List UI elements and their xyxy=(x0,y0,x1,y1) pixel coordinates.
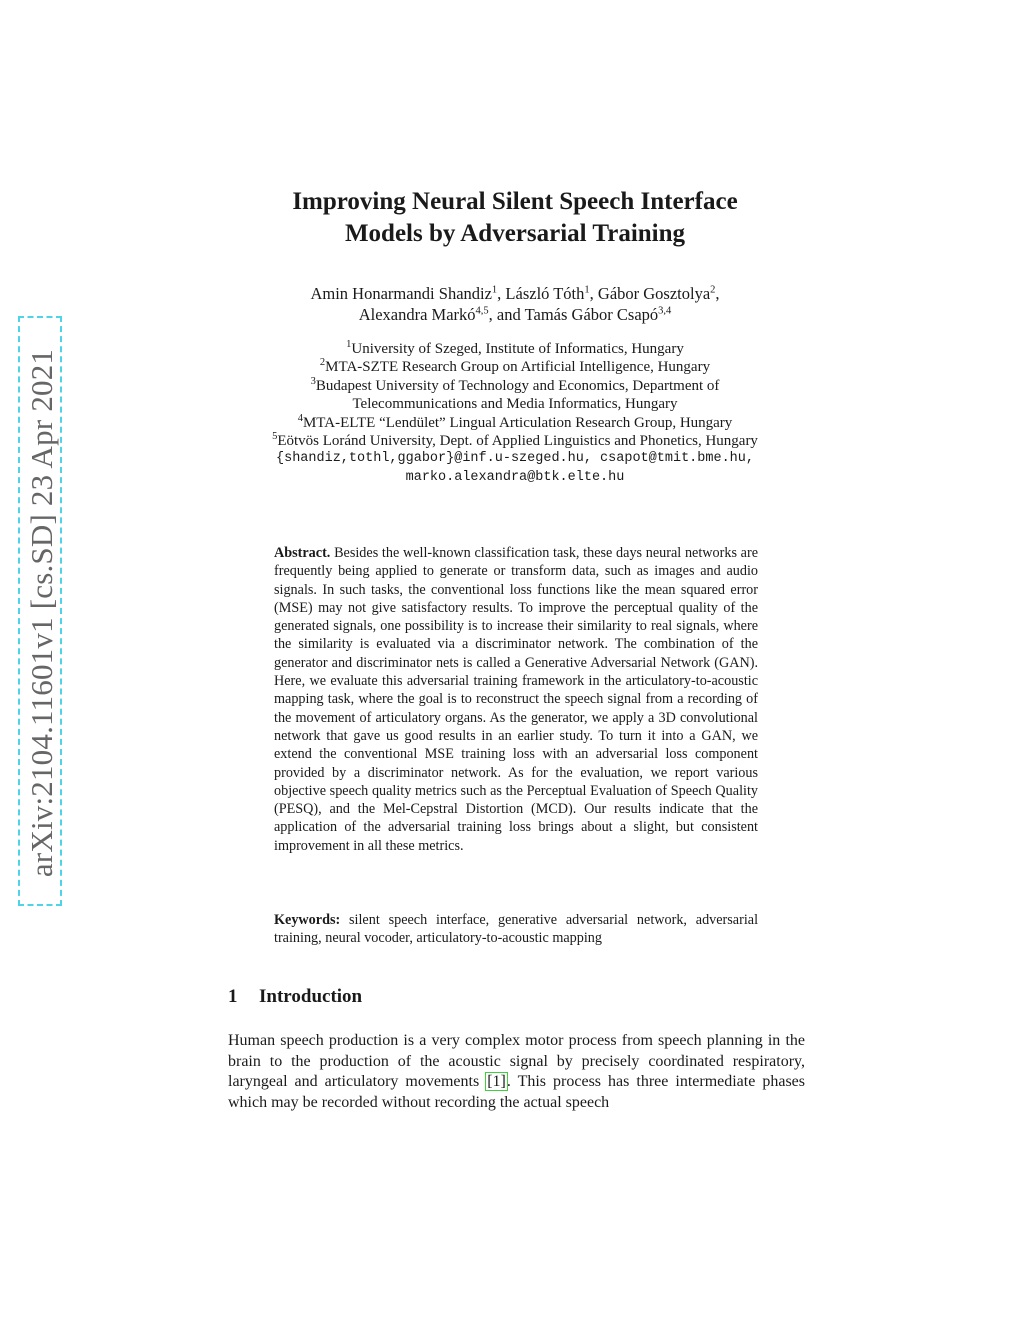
section-title: Introduction xyxy=(259,986,363,1007)
affiliation-text: MTA-SZTE Research Group on Artificial Intelligence, Hungary xyxy=(325,359,711,376)
keywords-label: Keywords: xyxy=(274,912,341,928)
affiliation-text: University of Szeged, Institute of Informatics, Hungary xyxy=(351,341,684,357)
affiliation-line xyxy=(180,377,850,395)
abstract xyxy=(274,544,758,855)
intro-text-after: . This process has three intermediate phases which may be recorded without recording the actual speech xyxy=(228,1073,806,1111)
author-name: Tamás Gábor Csapó xyxy=(524,305,659,324)
affiliation-line xyxy=(180,358,850,376)
affiliation-text: Telecommunications and Media Informatics, Hungary xyxy=(352,396,678,413)
affiliations xyxy=(180,340,850,487)
affiliation-line xyxy=(180,414,850,432)
email-line-1: {shandiz,tothl,ggabor}@inf.u-szeged.hu, csapot@tmit.bme.hu, xyxy=(276,451,754,467)
affiliation-sup: 2 xyxy=(319,357,326,369)
arxiv-stamp-text: arXiv:2104.11601v1 [cs.SD] 23 Apr 2021 xyxy=(24,348,59,878)
affiliation-sup: 1 xyxy=(346,339,352,350)
keywords-text: silent speech interface, generative adversarial network, adversarial training, neural vocoder, articulatory-to-acoustic mapping xyxy=(274,912,759,947)
arxiv-stamp xyxy=(18,316,62,906)
affiliation-text: Budapest University of Technology and Economics, Department of xyxy=(315,377,720,394)
author-name: Gábor Gosztolya xyxy=(597,284,711,303)
author-list xyxy=(180,283,850,325)
intro-paragraph xyxy=(228,1031,805,1113)
author-name: Amin Honarmandi Shandiz xyxy=(310,284,492,303)
author-name: László Tóth xyxy=(505,284,585,303)
affiliation-line xyxy=(180,432,850,450)
author-line-2: Alexandra Markó$^{4,5}$, and Tamás Gábor Csapó$^{3,4}$ xyxy=(358,305,672,324)
affiliation-sup: 4 xyxy=(297,412,303,424)
citation-link[interactable]: [1] xyxy=(487,1073,506,1090)
intro-text-before: Human speech production is a very complex motor process from speech planning in the brain to the production of the acoustic signal by precisely coordinated respiratory, laryngeal and articulatory movements xyxy=(228,1032,805,1090)
affiliation-text: Eötvös Loránd University, Dept. of Applied Linguistics and Phonetics, Hungary xyxy=(277,433,758,450)
title-line-2: Models by Adversarial Training xyxy=(344,220,686,247)
abstract-text: Besides the well-known classification task, these days neural networks are frequently being applied to generate or transform data, such as images and audio signals. In such tasks, the conventional loss functions like the mean squared error (MSE) may not give satisfactory results. To improve the perceptual quality of the generated signals, one possibility is to increase their similarity to real signals, where the similarity is evaluated via a discriminator network. The combination of the generator and discriminator nets is called a Generative Adversarial Network (GAN). Here, we evaluate this adversarial training framework in the articulatory-to-acoustic mapping task, where the goal is to reconstruct the speech signal from a recording of the movement of articulatory organs. As the generator, we apply a 3D convolutional network that gave us good results in an earlier study. To turn it into a GAN, we extend the conventional MSE training loss with an adversarial loss component provided by a discriminator network. As for the evaluation, we report various objective speech quality metrics such as the Perceptual Evaluation of Speech Quality (PESQ), and the Mel-Cepstral Distortion (MCD). Our results indicate that the application of the adversarial training loss brings about a slight, but consistent improvement in all these metrics. xyxy=(274,545,759,854)
affiliation-line xyxy=(180,340,850,358)
author-affil-sup: 2 xyxy=(710,284,716,296)
author-affil-sup: 4,5 xyxy=(475,305,489,317)
affiliation-line xyxy=(180,395,850,413)
author-affil-sup: 1 xyxy=(584,284,590,296)
email-line-2: marko.alexandra@btk.elte.hu xyxy=(405,469,625,485)
abstract-label: Abstract. xyxy=(274,545,331,561)
affiliation-sup: 5 xyxy=(272,431,278,443)
affiliation-text: MTA-ELTE “Lendület” Lingual Articulation Research Group, Hungary xyxy=(302,414,733,431)
author-affil-sup: 1 xyxy=(491,284,498,296)
title-line-1: Improving Neural Silent Speech Interface xyxy=(292,188,738,215)
section-number: 1 xyxy=(228,986,238,1007)
section-heading xyxy=(228,986,362,1008)
author-line-1: Amin Honarmandi Shandiz$^1$, László Tóth$^1$, Gábor Gosztolya$^2$, xyxy=(310,284,720,303)
affiliation-sup: 3 xyxy=(310,375,316,387)
author-affil-sup: 3,4 xyxy=(658,305,672,317)
author-name: Alexandra Markó xyxy=(358,305,476,324)
keywords xyxy=(274,911,758,948)
paper-title xyxy=(180,186,850,250)
